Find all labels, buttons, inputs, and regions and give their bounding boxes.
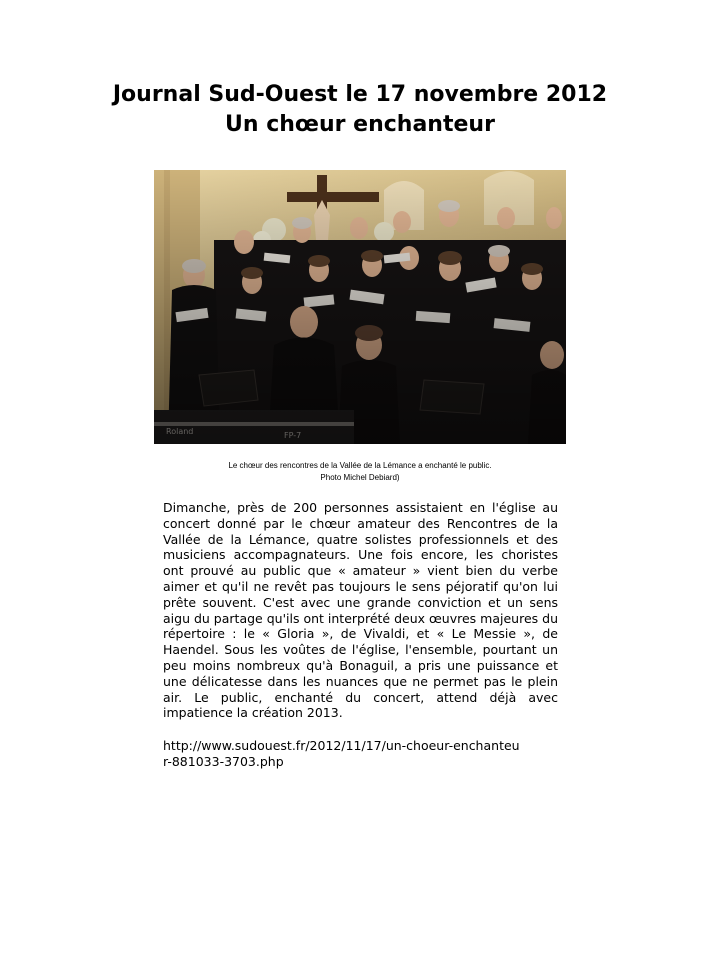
source-url-link[interactable]: http://www.sudouest.fr/2012/11/17/un-choeur-enchanteur-881033-3703.php bbox=[163, 738, 520, 769]
choir-photo-illustration bbox=[154, 170, 566, 444]
photo-credit: Photo Michel Debiard) bbox=[320, 473, 400, 482]
choir-photo bbox=[154, 170, 566, 444]
page-title: Journal Sud-Ouest le 17 novembre 2012 bbox=[112, 82, 608, 107]
article-body: Dimanche, près de 200 personnes assistaient en l'église au concert donné par le chœur amateur des Rencontres de la Vallée de la Lémance, quatre solistes professionnels et des musiciens accompagnateurs. Une fois encore, les choristes ont prouvé au public que « amateur » vient bien du verbe aimer et qu'il ne revêt pas toujours le sens péjoratif qu'on lui prête souvent. C'est avec une grande conviction et un sens aigu du partage qu'ils ont interprété deux œuvres majeures du répertoire : le « Gloria », de Vivaldi, et « Le Messie », de Haendel. Sous les voûtes de l'église, l'ensemble, pourtant un peu moins nombreux qu'à Bonaguil, a pris une puissance et une délicatesse dans les nuances que ne permet pas le plein air. Le public, enchanté du concert, attend déjà avec impatience la création 2013. bbox=[163, 500, 558, 721]
article-headline: Un chœur enchanteur bbox=[225, 112, 495, 137]
photo-caption: Le chœur des rencontres de la Vallée de la Lémance a enchanté le public. bbox=[228, 461, 492, 470]
